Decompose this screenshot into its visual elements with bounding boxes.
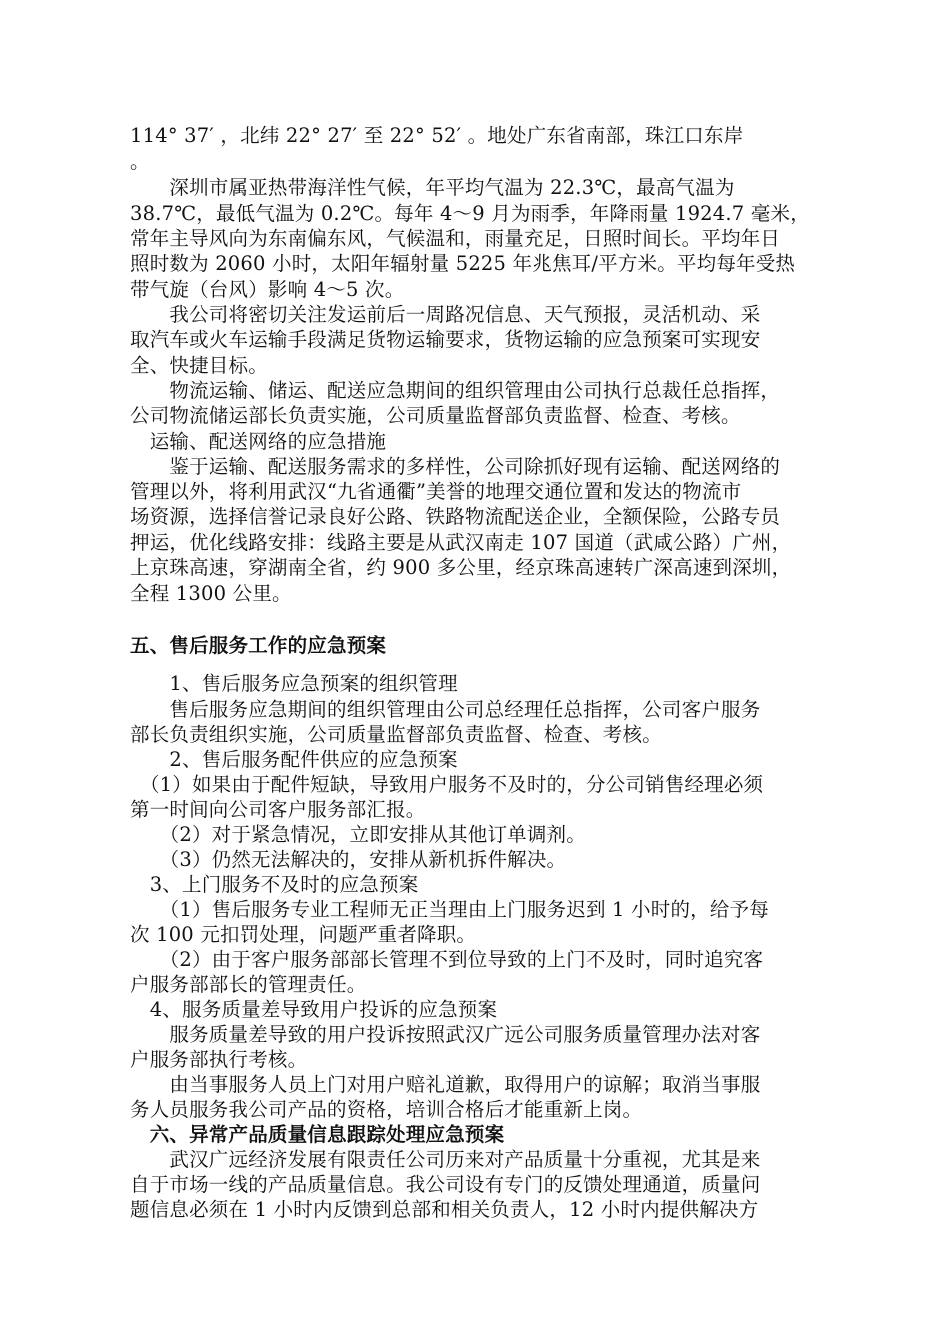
text-line: 取汽车或火车运输手段满足货物运输要求，货物运输的应急预案可实现安 xyxy=(130,328,761,351)
text-line: 押运，优化线路安排：线路主要是从武汉南走 107 国道（武咸公路）广州， xyxy=(130,531,792,554)
section-heading: 六、异常产品质量信息跟踪处理应急预案 xyxy=(130,1123,505,1146)
text-line: 带气旋（台风）影响 4～5 次。 xyxy=(130,278,405,301)
text-line: （3）仍然无法解决的，安排从新机拆件解决。 xyxy=(130,848,567,871)
text-line: 2、售后服务配件供应的应急预案 xyxy=(130,748,458,771)
text-line: （2）由于客户服务部部长管理不到位导致的上门不及时，同时追究客 xyxy=(130,948,764,971)
text-line: （1）如果由于配件短缺，导致用户服务不及时的，分公司销售经理必须 xyxy=(130,773,764,796)
text-line: 由当事服务人员上门对用户赔礼道歉，取得用户的谅解；取消当事服 xyxy=(130,1073,761,1096)
text-line: 自于市场一线的产品质量信息。我公司设有专门的反馈处理通道，质量问 xyxy=(130,1173,761,1196)
section-heading: 五、售后服务工作的应急预案 xyxy=(130,634,387,657)
text-line: 我公司将密切关注发运前后一周路况信息、天气预报，灵活机动、采 xyxy=(130,303,761,326)
text-line: 物流运输、储运、配送应急期间的组织管理由公司执行总裁任总指挥， xyxy=(130,379,781,402)
text-line: 第一时间向公司客户服务部汇报。 xyxy=(130,798,426,821)
text-line: 3、上门服务不及时的应急预案 xyxy=(130,873,419,896)
text-line: 4、服务质量差导致用户投诉的应急预案 xyxy=(130,998,498,1021)
text-line: 服务质量差导致的用户投诉按照武汉广远公司服务质量管理办法对客 xyxy=(130,1023,761,1046)
text-line: 务人员服务我公司产品的资格，培训合格后才能重新上岗。 xyxy=(130,1098,643,1121)
text-line: 售后服务应急期间的组织管理由公司总经理任总指挥，公司客户服务 xyxy=(130,698,761,721)
text-line: 武汉广远经济发展有限责任公司历来对产品质量十分重视，尤其是来 xyxy=(130,1148,761,1171)
text-line: （2）对于紧急情况，立即安排从其他订单调剂。 xyxy=(130,823,586,846)
text-line: （1）售后服务专业工程师无正当理由上门服务迟到 1 小时的，给予每 xyxy=(130,898,769,921)
text-line: 深圳市属亚热带海洋性气候，年平均气温为 22.3℃，最高气温为 xyxy=(130,176,735,199)
text-line: 部长负责组织实施，公司质量监督部负责监督、检查、考核。 xyxy=(130,723,662,746)
text-line: 运输、配送网络的应急措施 xyxy=(130,430,387,453)
text-line: 38.7℃，最低气温为 0.2℃。每年 4～9 月为雨季，年降雨量 1924.7 毫米， xyxy=(130,202,810,225)
text-line: 管理以外，将利用武汉“九省通衢”美誉的地理交通位置和发达的物流市 xyxy=(130,480,742,503)
text-line: 次 100 元扣罚处理，问题严重者降职。 xyxy=(130,923,477,946)
text-line: 照时数为 2060 小时，太阳年辐射量 5225 年兆焦耳/平方米。平均每年受热 xyxy=(130,252,796,275)
text-line: 常年主导风向为东南偏东风，气候温和，雨量充足，日照时间长。平均年日 xyxy=(130,227,781,250)
text-line: 题信息必须在 1 小时内反馈到总部和相关负责人，12 小时内提供解决方 xyxy=(130,1198,759,1221)
text-line: 场资源，选择信誉记录良好公路、铁路物流配送企业，全额保险，公路专员 xyxy=(130,505,781,528)
text-line: 户服务部部长的管理责任。 xyxy=(130,973,367,996)
text-line: 。 xyxy=(130,150,150,173)
text-line: 全程 1300 公里。 xyxy=(130,582,292,605)
text-line: 上京珠高速，穿湖南全省，约 900 多公里，经京珠高速转广深高速到深圳， xyxy=(130,556,792,579)
text-line: 114° 37′ ，北纬 22° 27′ 至 22° 52′ 。地处广东省南部，珠江口东岸 xyxy=(130,124,744,147)
text-line: 公司物流储运部长负责实施，公司质量监督部负责监督、检查、考核。 xyxy=(130,404,741,427)
text-line: 1、售后服务应急预案的组织管理 xyxy=(130,672,458,695)
text-line: 户服务部执行考核。 xyxy=(130,1048,308,1071)
text-line: 鉴于运输、配送服务需求的多样性，公司除抓好现有运输、配送网络的 xyxy=(130,455,781,478)
text-line: 全、快捷目标。 xyxy=(130,354,268,377)
